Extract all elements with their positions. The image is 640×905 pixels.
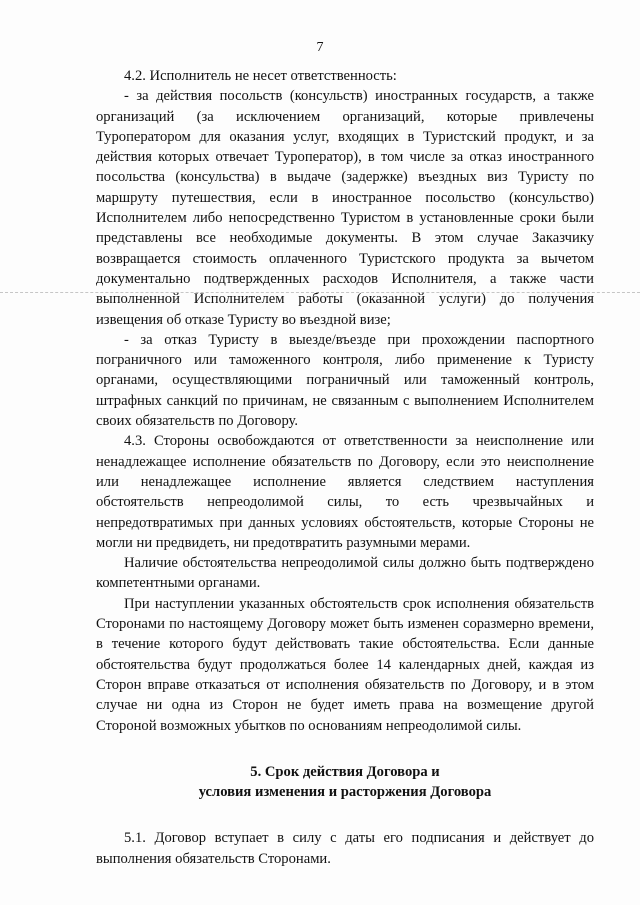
paragraph-force-majeure-term: При наступлении указанных обстоятельств срок исполнения обязательств Сторонами по настоящему Договору может быть изменен соразмерно времени, в течение которого будут действовать такие обстоятельства. Если данные обстоятельства будут продолжаться более 14 календарных дней, каждая из Сторон вправе отказаться от исполнения обязательств по Договору, и в этом случае ни одна из Сторон не будет иметь права на возмещение другой Стороной возможных убытков по основаниям непреодолимой силы.	[96, 595, 594, 734]
paragraph-4-3: 4.3. Стороны освобождаются от ответственности за неисполнение или ненадлежащее исполнение обязательств по Договору, если это неисполнение или ненадлежащее исполнение является следствием наступления обстоятельств непреодолимой силы, то есть чрезвычайных и непредотвратимых при данных условиях обстоятельств, которые Стороны не могли ни предвидеть, ни предотвратить разумными мерами.	[96, 433, 594, 551]
paragraph-5-1: 5.1. Договор вступает в силу с даты его подписания и действует до выполнения обязательств Сторонами.	[96, 830, 594, 867]
section-5-heading-line-2: условия изменения и расторжения Договора	[198, 784, 492, 801]
section-5-heading	[96, 762, 594, 803]
paragraph-4-2-intro: 4.2. Исполнитель не несет ответственность:	[124, 68, 397, 84]
document-body	[96, 66, 594, 869]
paragraph-4-2-item-2: - за отказ Туристу в выезде/въезде при прохождении паспортного пограничного или таможенного контроля, либо применение к Туристу органами, осуществляющими пограничный или таможенный контроль, штрафных санкций по причинам, не связанным с выполнением Исполнителем своих обязательств по Договору.	[96, 331, 594, 430]
section-5-heading-line-1: 5. Срок действия Договора и	[250, 763, 440, 780]
page-number: 7	[316, 40, 324, 55]
paragraph-force-majeure-confirmation: Наличие обстоятельства непреодолимой силы должно быть подтверждено компетентными органами.	[96, 555, 594, 592]
paragraph-4-2-item-1: - за действия посольств (консульств) иностранных государств, а также организаций (за исключением организаций, которые привлечены Туроператором для оказания услуг, входящих в Туристский продукт, и за действия которых отвечает Туроператор), в том числе за отказ иностранного посольства (консульства) в выдаче (задержке) въездных виз Туристу по маршруту путешествия, если в иностранное посольство (консульство) Исполнителем либо непосредственно Туристом в установленные сроки были представлены все необходимые документы. В этом случае Заказчику возвращается стоимость оплаченного Туристского продукта за вычетом документально подтвержденных расходов Исполнителя, а также части выполненной Исполнителем работы (оказанной услуги) до получения извещения об отказе Туристу во въездной визе;	[96, 88, 594, 328]
